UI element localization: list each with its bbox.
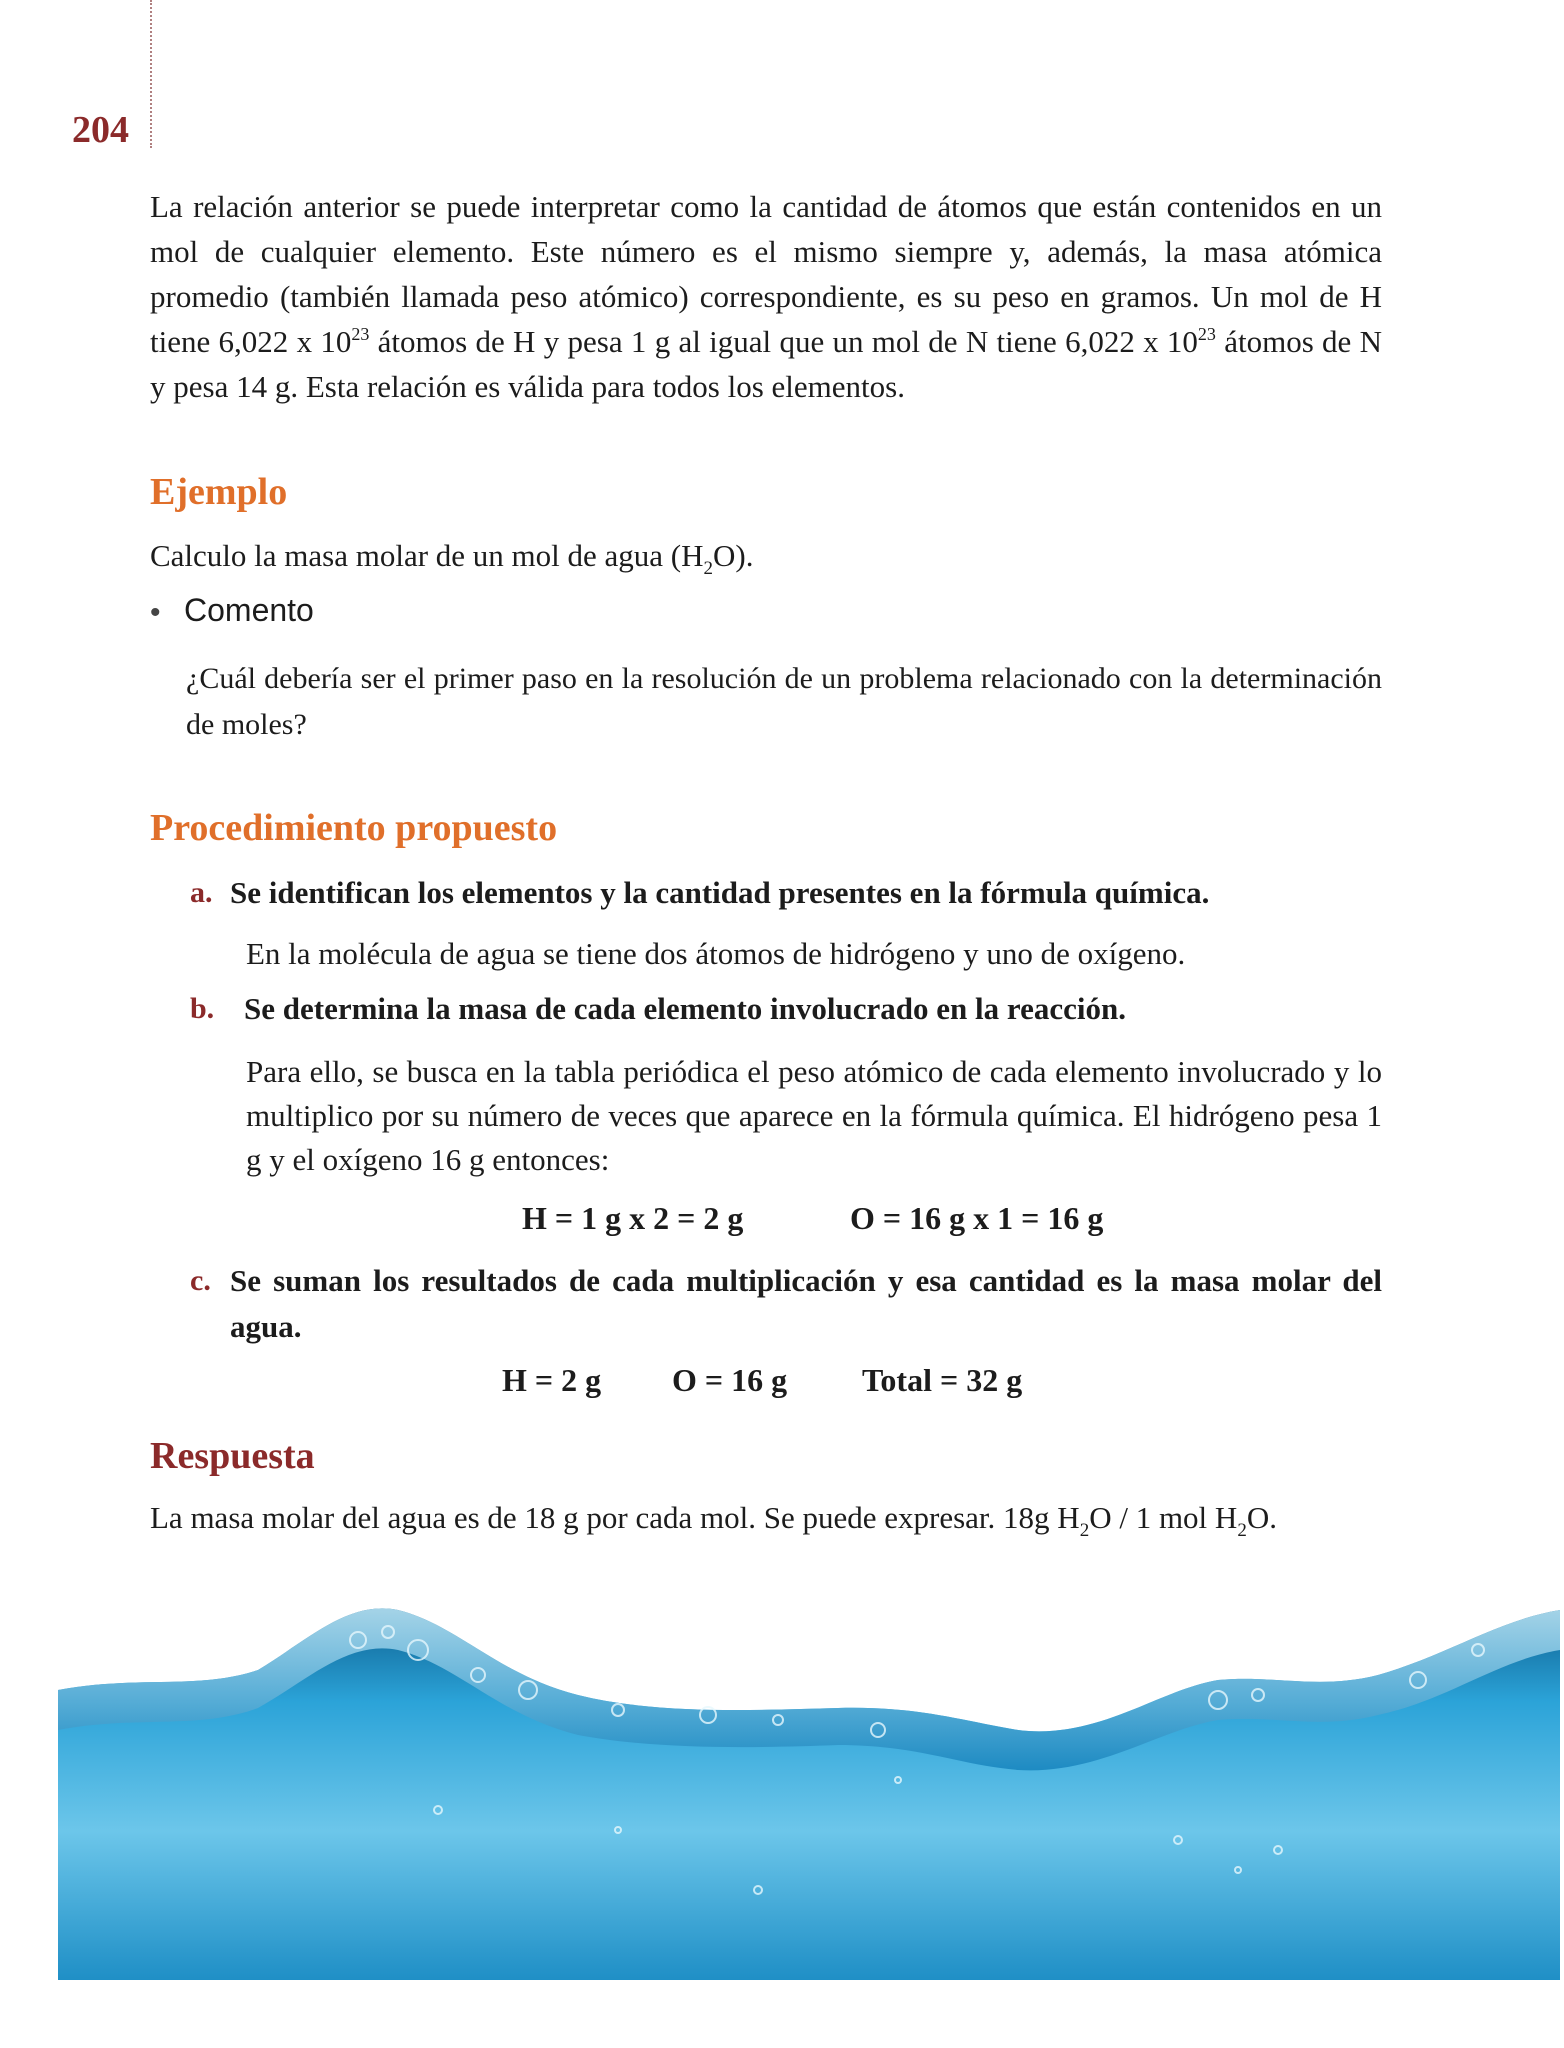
formula-hydrogen: H = 1 g x 2 = 2 g [522, 1200, 744, 1236]
page-number: 204 [72, 109, 129, 151]
comment-label: Comento [184, 592, 314, 628]
bullet-icon: • [150, 596, 161, 629]
margin-dotted-line [150, 0, 152, 148]
intro-paragraph [150, 184, 1382, 409]
procedure-heading: Procedimiento propuesto [150, 807, 558, 849]
water-wave-illustration [58, 1580, 1560, 1980]
answer-heading: Respuesta [150, 1435, 315, 1477]
intro-text-1: La relación anterior se puede interpretar como la cantidad de átomos que están contenidos en un mol de cualquier elemento. Este número es el mismo siempre y, además, la masa atómica promedio (también llamada peso atómico) correspondiente, es su peso en gramos. Un mol de H tiene 6,022 x 10 [150, 189, 1382, 359]
step-c-letter: c. [190, 1264, 211, 1297]
example-heading: Ejemplo [150, 471, 288, 513]
step-a-letter: a. [190, 876, 213, 909]
sum-oxygen: O = 16 g [672, 1362, 788, 1398]
step-a-body: En la molécula de agua se tiene dos átomos de hidrógeno y uno de oxígeno. [246, 936, 1186, 971]
example-statement: Calculo la masa molar de un mol de agua $(H_2O)$. [150, 538, 754, 579]
step-b-title: Se determina la masa de cada elemento involucrado en la reacción. [244, 991, 1126, 1026]
guiding-question: ¿Cuál debería ser el primer paso en la resolución de un problema relacionado con la determinación de moles? [186, 662, 1382, 741]
exponent: 23 [1197, 324, 1216, 344]
step-b-body: Para ello, se busca en la tabla periódica el peso atómico de cada elemento involucrado y lo multiplico por su número de veces que aparece en la fórmula química. El hidrógeno pesa 1 g y el oxígeno 16 g entonces: [246, 1054, 1382, 1177]
intro-text-2: átomos de H y pesa 1 g al igual que un mol de N tiene 6,022 x 10 [369, 324, 1198, 359]
exponent: 23 [351, 324, 370, 344]
sum-total: Total = 32 g [862, 1362, 1023, 1398]
step-c-title: Se suman los resultados de cada multiplicación y esa cantidad es la masa molar del agua. [230, 1263, 1382, 1344]
step-b-letter: b. [190, 992, 215, 1025]
answer-text: La masa molar del agua es de 18 g por cada mol. Se puede expresar. 18g $H_2O / 1$ mol $H_2O$. [150, 1500, 1277, 1541]
sum-hydrogen: H = 2 g [502, 1362, 602, 1398]
formula-oxygen: O = 16 g x 1 = 16 g [850, 1200, 1104, 1236]
step-a-title: Se identifican los elementos y la cantidad presentes en la fórmula química. [230, 875, 1210, 910]
intro-text-3: átomos de N y pesa 14 g. Esta relación es válida para todos los elementos. [150, 324, 1382, 404]
